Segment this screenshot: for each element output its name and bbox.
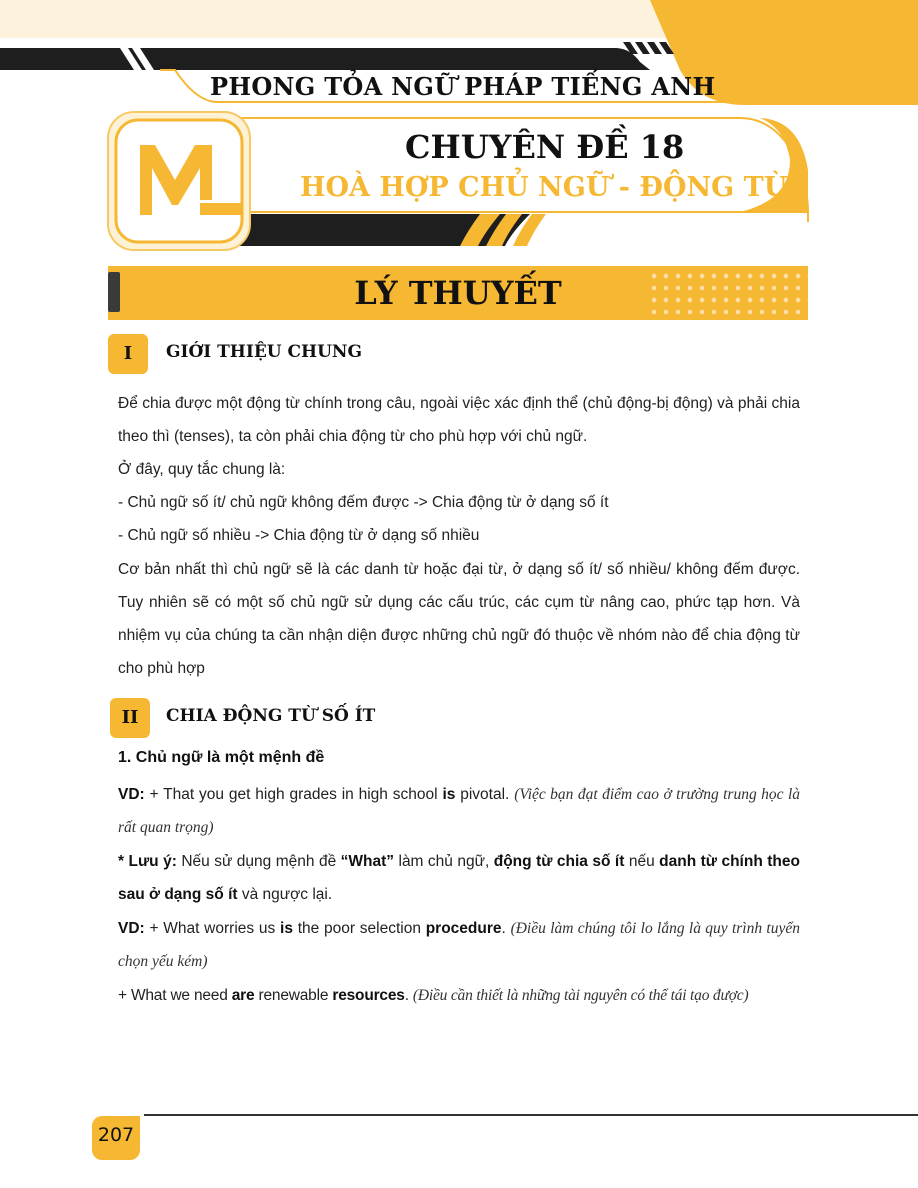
subheading-clause-subject: 1. Chủ ngữ là một mệnh đề	[118, 749, 325, 766]
section-2-badge: II	[110, 698, 150, 738]
rule-singular: - Chủ ngữ số ít/ chủ ngữ không đếm được -> Chia động từ ở dạng số ít	[118, 494, 609, 511]
example-translation: (Điều cần thiết là những tài nguyên có thể tái tạo được)	[412, 987, 749, 1004]
noun-highlight: resources	[332, 987, 405, 1004]
rule-plural: - Chủ ngữ số nhiều -> Chia động từ ở dạng số nhiều	[118, 527, 480, 544]
book-title: PHONG TỎA NGỮ PHÁP TIẾNG ANH	[210, 72, 716, 101]
note-text: Nếu sử dụng mệnh đề	[176, 853, 341, 870]
note-label: * Lưu ý:	[118, 853, 177, 870]
noun-highlight: procedure	[425, 920, 502, 937]
note-bold: “What”	[340, 853, 395, 870]
section-banner	[108, 266, 808, 320]
section-2-title: CHIA ĐỘNG TỪ SỐ ÍT	[166, 706, 376, 726]
note-bold: động từ chia số ít	[493, 853, 625, 870]
explanation-paragraph: Cơ bản nhất thì chủ ngữ sẽ là các danh từ hoặc đại từ, ở dạng số ít/ số nhiều/ không đếm được. Tuy nhiên sẽ có một số chủ ngữ sử dụng các cấu trúc, các cụm từ nâng cao, phức tạp hơn. Và nhiệm vụ của chúng ta cần nhận diện được những chủ ngữ đó thuộc về nhóm nào để chia động từ cho phù hợp	[118, 561, 800, 677]
example-text: + What worries us	[144, 920, 281, 937]
note-text: làm chủ ngữ,	[394, 853, 494, 870]
example-text: the poor selection	[292, 920, 426, 937]
example-text: + What we need	[118, 987, 232, 1004]
banner-side-bar	[108, 272, 120, 312]
example-text: pivotal.	[455, 786, 515, 803]
verb-highlight: is	[280, 920, 293, 937]
example-label: VD:	[118, 786, 145, 803]
m-logo-icon	[108, 112, 250, 250]
example-translation: (Điều làm chúng tôi lo lắng là quy trình tuyển chọn yếu kém)	[118, 920, 800, 970]
example-1	[118, 778, 800, 844]
note-bold: danh từ chính theo sau ở dạng số ít	[118, 853, 800, 903]
example-3	[118, 979, 800, 1012]
note-text: nếu	[624, 853, 660, 870]
section-1-title: GIỚI THIỆU CHUNG	[166, 342, 362, 362]
example-label: VD:	[118, 920, 145, 937]
rule-intro: Ở đây, quy tắc chung là:	[118, 461, 286, 478]
note-text: và ngược lại.	[237, 886, 333, 903]
chapter-name: HOÀ HỢP CHỦ NGỮ - ĐỘNG TỪ	[300, 172, 788, 203]
footer-rule	[144, 1114, 918, 1116]
chapter-number: CHUYÊN ĐỀ 18	[405, 128, 685, 166]
example-text: .	[404, 987, 413, 1004]
verb-highlight: is	[442, 786, 456, 803]
example-translation: (Việc bạn đạt điểm cao ở trường trung học là rất quan trọng)	[118, 786, 800, 836]
example-2	[118, 912, 800, 978]
banner-title: LÝ THUYẾT	[354, 274, 562, 312]
intro-paragraph: Để chia được một động từ chính trong câu, ngoài việc xác định thể (chủ động-bị động) và phải chia theo thì (tenses), ta còn phải chia động từ cho phù hợp với chủ ngữ.	[118, 395, 800, 445]
note-paragraph	[118, 845, 800, 911]
example-text: renewable	[254, 987, 333, 1004]
section-1-badge: I	[108, 334, 148, 374]
page-number: 207	[92, 1116, 140, 1160]
example-text: + That you get high grades in high school	[144, 786, 443, 803]
example-text: .	[501, 920, 511, 937]
verb-highlight: are	[231, 987, 255, 1004]
